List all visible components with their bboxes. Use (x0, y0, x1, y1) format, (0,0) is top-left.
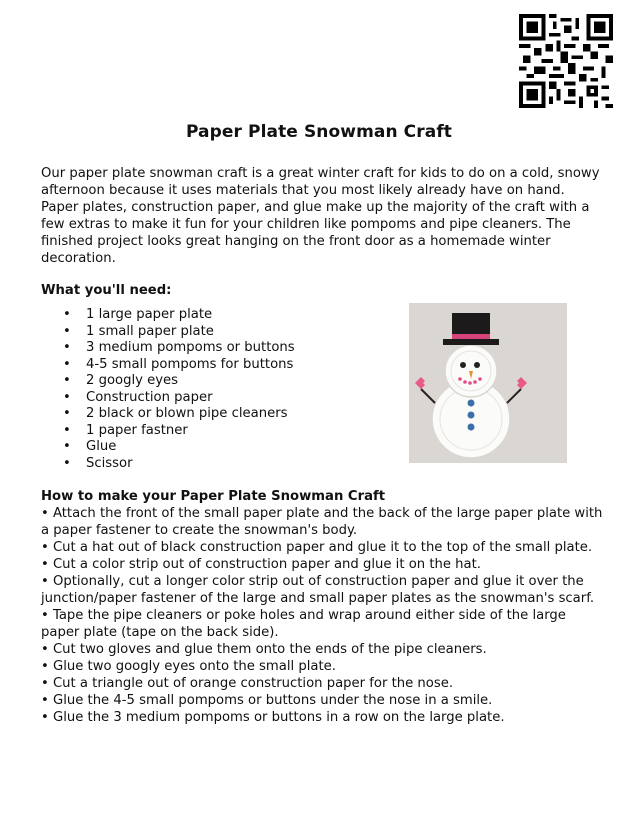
instructions-heading: How to make your Paper Plate Snowman Craft (41, 489, 386, 504)
list-item: • Optionally, cut a longer color strip out of construction paper and glue it over the junction/paper fastener of the large and small paper plates as the snowman's scarf. (41, 574, 595, 606)
list-item: • 1 paper fastner (63, 423, 295, 440)
list-item: • Tape the pipe cleaners or poke holes and wrap around either side of the large paper plate (tape on the back side). (41, 608, 566, 640)
list-item: • Glue the 4-5 small pompoms or buttons under the nose in a smile. (41, 693, 493, 708)
list-item: • 2 black or blown pipe cleaners (63, 406, 295, 423)
list-item: • 3 medium pompoms or buttons (63, 340, 295, 357)
list-item: • 4-5 small pompoms for buttons (63, 357, 295, 374)
intro-paragraph: Our paper plate snowman craft is a great winter craft for kids to do on a cold, snowy afternoon because it uses materials that you most likely already have on hand. Paper plates, construction paper, and glue make up the majority of the craft with a few extras to make it fun for your children like pompoms and pipe cleaners. The finished project looks great hanging on the front door as a homemade winter decoration. (41, 166, 600, 266)
list-item: • Glue two googly eyes onto the small plate. (41, 659, 336, 674)
list-item: • Cut a color strip out of construction paper and glue it on the hat. (41, 557, 481, 572)
list-item: • Attach the front of the small paper plate and the back of the large paper plate with a paper fastener to create the snowman's body. (41, 506, 603, 538)
materials-heading: What you'll need: (41, 283, 172, 298)
list-item: • Cut a hat out of black construction paper and glue it to the top of the small plate. (41, 540, 593, 555)
list-item: • Cut two gloves and glue them onto the ends of the pipe cleaners. (41, 642, 487, 657)
instructions-list (41, 505, 606, 726)
list-item: • Construction paper (63, 390, 295, 407)
list-item: • 2 googly eyes (63, 373, 295, 390)
list-item: • 1 large paper plate (63, 307, 295, 324)
list-item: • Cut a triangle out of orange construction paper for the nose. (41, 676, 454, 691)
materials-list (63, 307, 295, 472)
document-title: Paper Plate Snowman Craft (185, 122, 453, 142)
snowman-craft-photo (409, 303, 567, 463)
list-item: • Glue (63, 439, 295, 456)
list-item: • 1 small paper plate (63, 324, 295, 341)
qr-code-icon (519, 14, 613, 108)
list-item: • Scissor (63, 456, 295, 473)
list-item: • Glue the 3 medium pompoms or buttons in a row on the large plate. (41, 710, 505, 725)
